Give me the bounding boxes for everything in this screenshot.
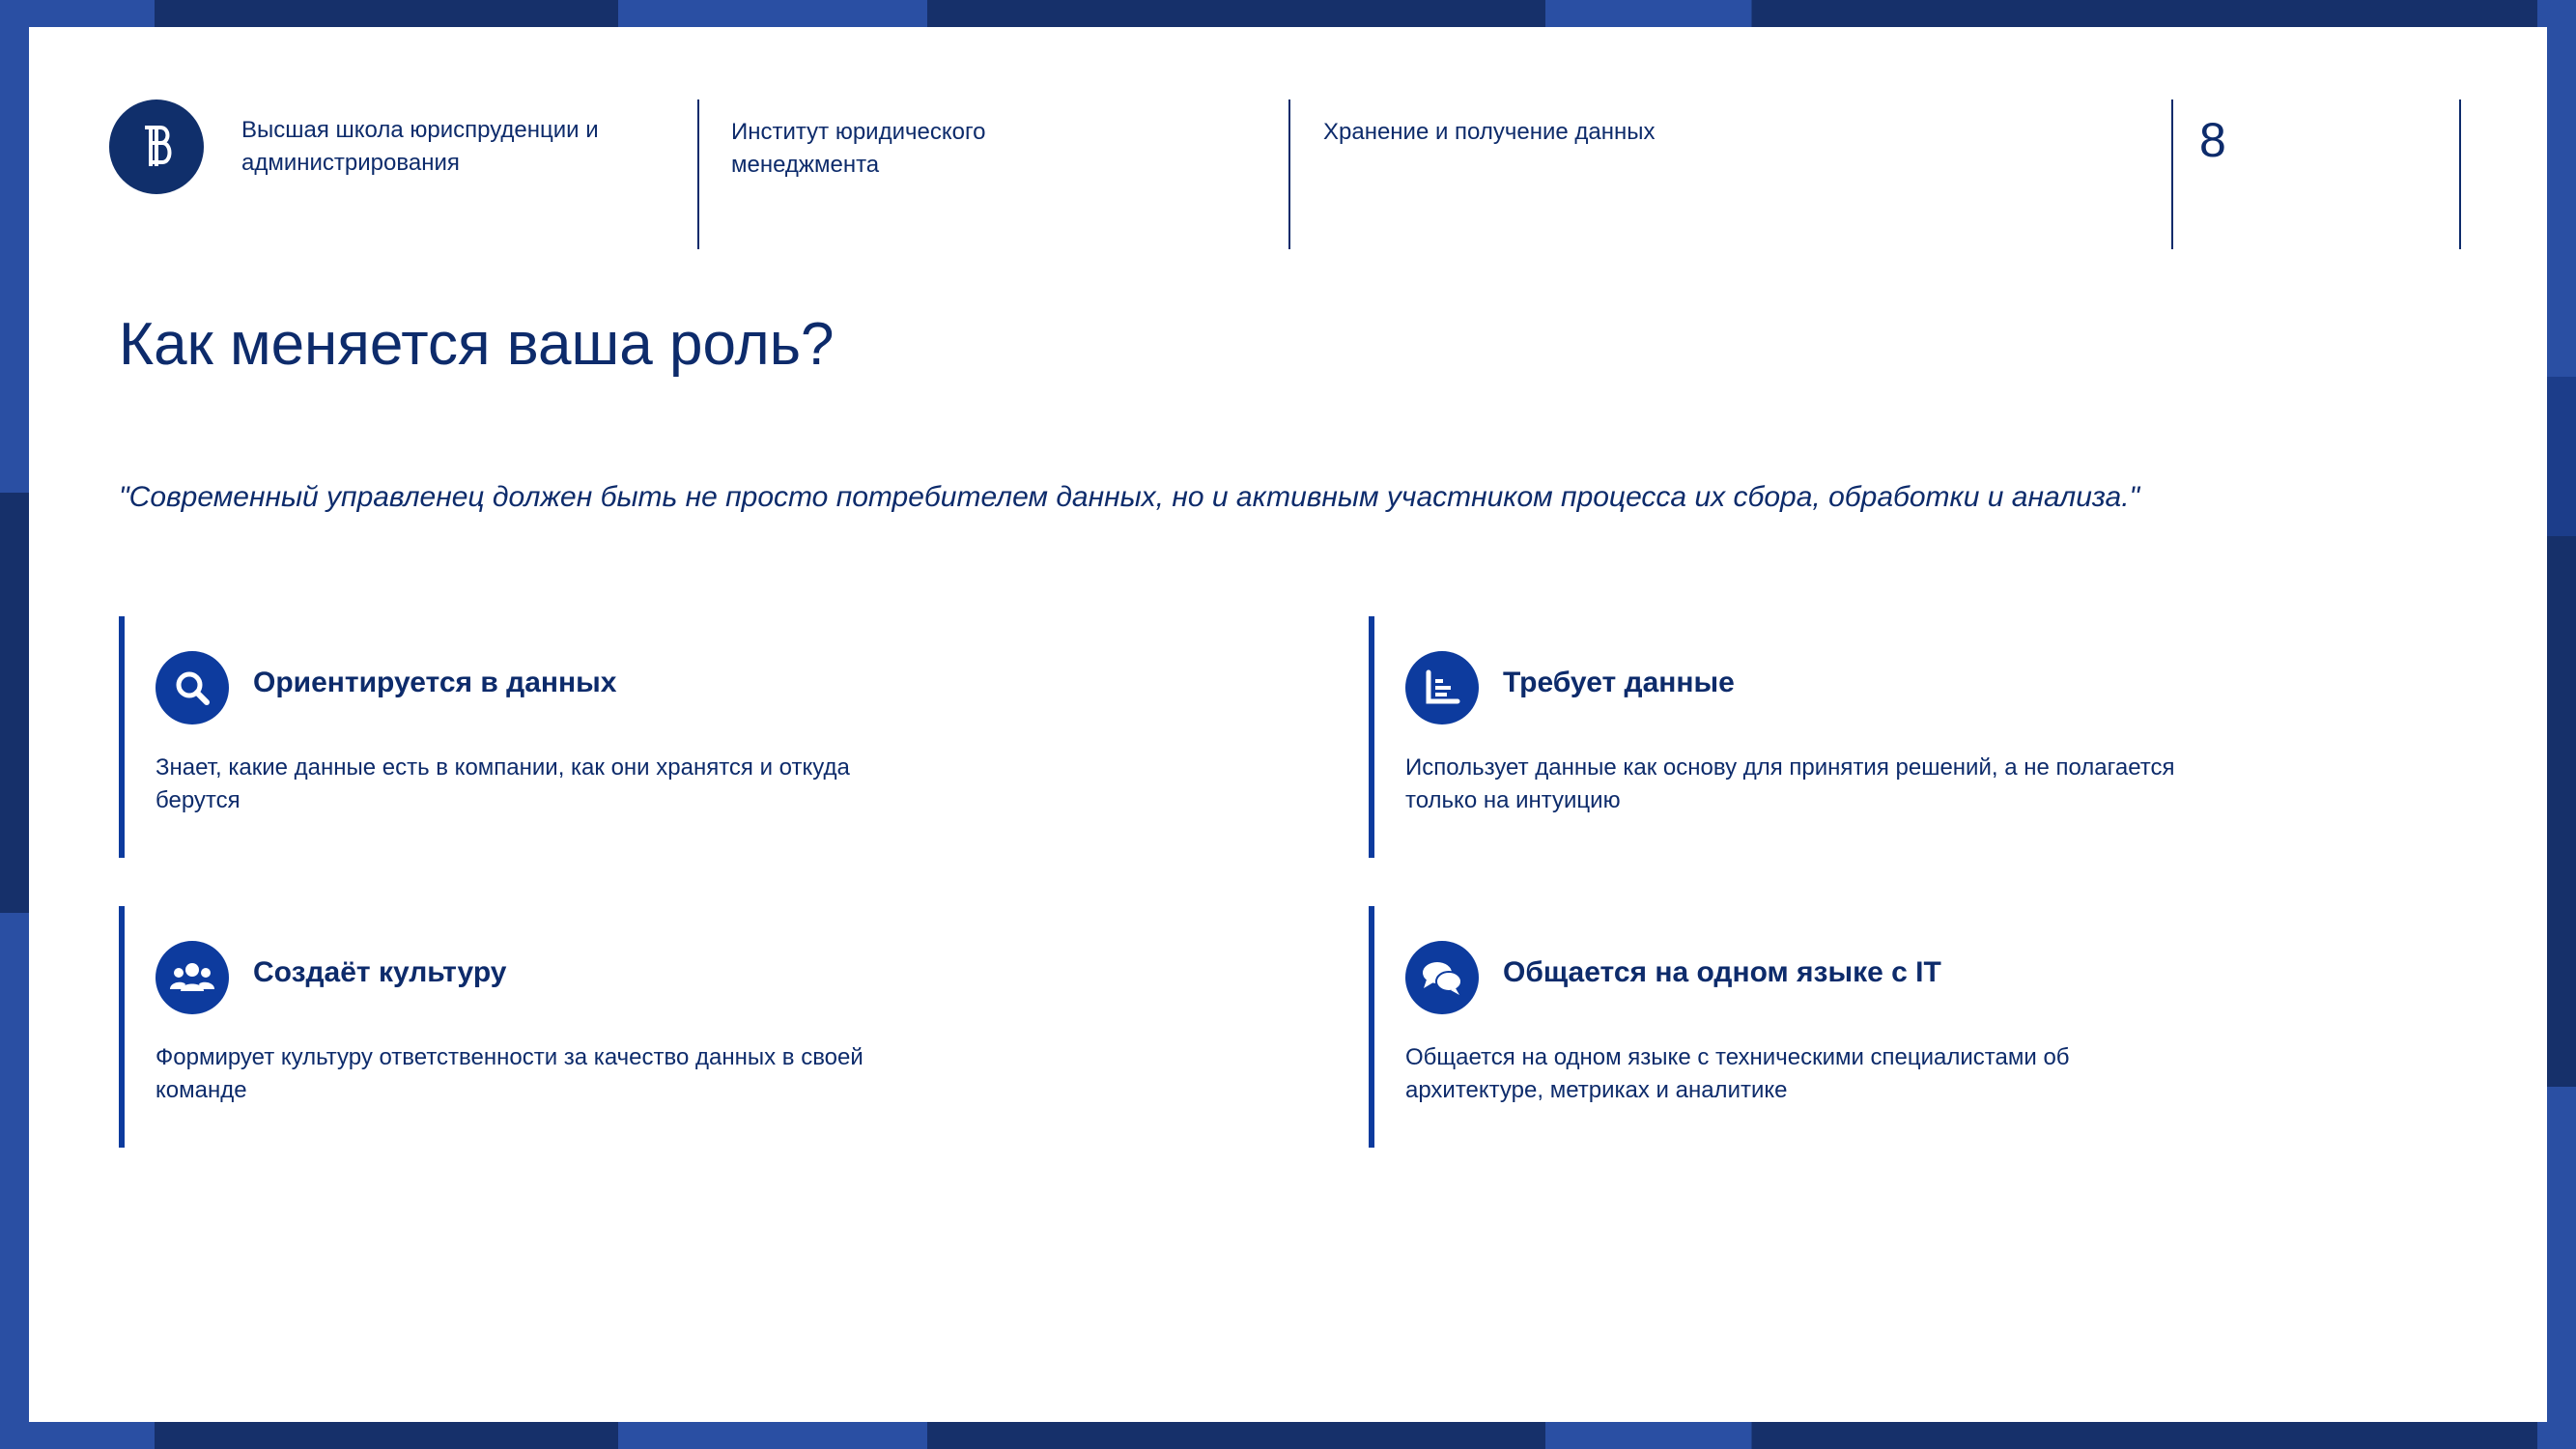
header-school: Высшая школа юриспруденции и администрирования — [241, 117, 599, 176]
header-divider-2 — [1288, 99, 1290, 249]
card-description: Знает, какие данные есть в компании, как они хранятся и откуда берутся — [156, 754, 850, 813]
users-icon — [156, 941, 229, 1014]
header-divider-1 — [697, 99, 699, 249]
page-number: 8 — [2199, 113, 2226, 167]
card-title: Ориентируется в данных — [253, 667, 617, 698]
card-title: Общается на одном языке с IT — [1503, 956, 1941, 988]
card-title: Требует данные — [1503, 667, 1735, 698]
header-topic: Хранение и получение данных — [1323, 119, 1656, 145]
chat-icon — [1405, 941, 1479, 1014]
card-description: Общается на одном языке с техническими специалистами об архитектуре, метриках и аналитике — [1405, 1044, 2070, 1103]
slide — [29, 27, 2547, 1422]
hse-logo — [109, 99, 204, 194]
logo-mark-icon — [127, 118, 185, 176]
card-title: Создаёт культуру — [253, 956, 507, 988]
page-title: Как меняется ваша роль? — [119, 311, 835, 378]
header-institute: Институт юридического менеджмента — [731, 119, 986, 178]
card-demands-data — [1369, 616, 2244, 858]
card-speaks-it-language — [1369, 906, 2244, 1148]
card-description: Формирует культуру ответственности за качество данных в своей команде — [156, 1044, 863, 1103]
chart-icon — [1405, 651, 1479, 724]
quote-text: "Современный управленец должен быть не просто потребителем данных, но и активным участником процесса их сбора, обработки и анализа." — [119, 481, 2140, 513]
header-divider-3 — [2171, 99, 2173, 249]
search-icon — [156, 651, 229, 724]
card-data-oriented — [119, 616, 994, 858]
card-description: Использует данные как основу для принятия решений, а не полагается только на интуицию — [1405, 754, 2175, 813]
card-builds-culture — [119, 906, 994, 1148]
header-divider-4 — [2459, 99, 2461, 249]
